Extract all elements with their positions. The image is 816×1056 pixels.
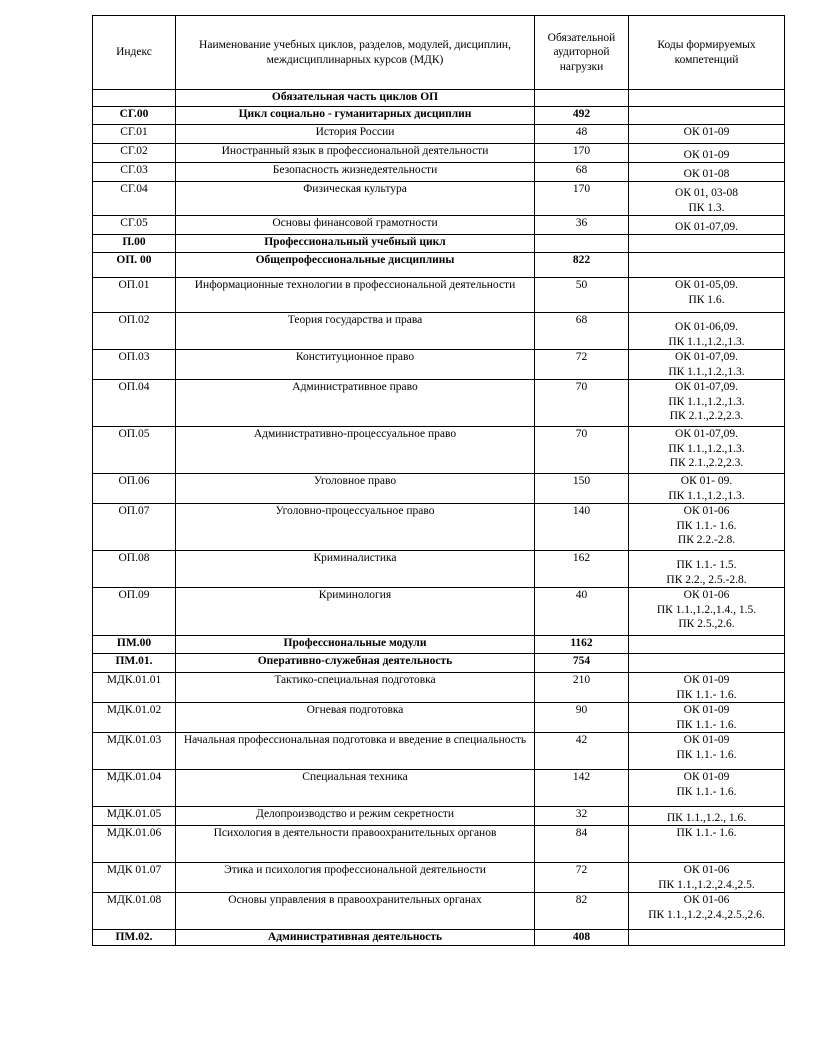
row-name: История России	[176, 125, 535, 144]
table-row	[93, 427, 785, 474]
header-codes: Коды формируемых компетенций	[629, 16, 785, 90]
curriculum-table	[92, 15, 785, 946]
row-codes	[629, 636, 785, 654]
table-row	[93, 253, 785, 278]
table-row	[93, 807, 785, 826]
row-name: Основы финансовой грамотности	[176, 216, 535, 235]
row-index: СГ.04	[93, 182, 176, 216]
row-hours: 72	[535, 863, 629, 893]
table-row	[93, 313, 785, 350]
row-codes	[629, 863, 785, 893]
row-hours	[535, 90, 629, 107]
row-name: Уголовно-процессуальное право	[176, 504, 535, 551]
row-index: МДК.01.04	[93, 770, 176, 807]
competency-code: ПК 1.6.	[688, 293, 725, 306]
row-hours: 170	[535, 182, 629, 216]
competency-code: ПК 1.1.- 1.6.	[676, 827, 737, 839]
competency-code: ОК 01, 03-08	[675, 187, 738, 199]
row-name: Общепрофессиональные дисциплины	[176, 253, 535, 278]
table-row	[93, 703, 785, 733]
row-codes	[629, 235, 785, 253]
row-index: СГ.02	[93, 144, 176, 163]
row-hours: 70	[535, 380, 629, 427]
row-index: МДК.01.02	[93, 703, 176, 733]
row-hours: 754	[535, 654, 629, 673]
row-index: СГ.03	[93, 163, 176, 182]
row-hours: 408	[535, 930, 629, 946]
row-name: Уголовное право	[176, 474, 535, 504]
row-codes	[629, 90, 785, 107]
row-codes	[629, 125, 785, 144]
row-index: МДК 01.07	[93, 863, 176, 893]
competency-code: ПК 1.1.,1.2.,1.3.	[668, 365, 745, 378]
competency-code: ПК 1.1.,1.2.,1.3.	[668, 335, 745, 348]
row-hours: 68	[535, 163, 629, 182]
row-hours: 36	[535, 216, 629, 235]
row-index: ПМ.00	[93, 636, 176, 654]
table-row	[93, 125, 785, 144]
table-row	[93, 551, 785, 588]
row-hours	[535, 235, 629, 253]
row-index: ОП.01	[93, 278, 176, 313]
row-codes	[629, 107, 785, 125]
row-codes	[629, 216, 785, 235]
table-row	[93, 90, 785, 107]
table-row	[93, 733, 785, 770]
competency-code: ОК 01-05,09.	[675, 279, 738, 291]
row-codes	[629, 551, 785, 588]
row-codes	[629, 427, 785, 474]
table-row	[93, 504, 785, 551]
row-hours: 72	[535, 350, 629, 380]
competency-code: ПК 1.1.- 1.6.	[676, 519, 737, 532]
row-hours: 90	[535, 703, 629, 733]
row-index: МДК.01.05	[93, 807, 176, 826]
row-codes	[629, 350, 785, 380]
table-row	[93, 216, 785, 235]
row-hours: 150	[535, 474, 629, 504]
row-codes	[629, 182, 785, 216]
row-index: МДК.01.06	[93, 826, 176, 863]
row-index: П.00	[93, 235, 176, 253]
row-hours: 68	[535, 313, 629, 350]
table-row	[93, 163, 785, 182]
row-name: Основы управления в правоохранительных органах	[176, 893, 535, 930]
row-name: Делопроизводство и режим секретности	[176, 807, 535, 826]
row-hours: 40	[535, 588, 629, 636]
competency-code: ПК 1.1.,1.2.,1.3.	[668, 442, 745, 455]
competency-code: ПК 1.1.- 1.6.	[676, 718, 737, 731]
row-codes	[629, 703, 785, 733]
row-hours: 50	[535, 278, 629, 313]
row-name: Криминология	[176, 588, 535, 636]
row-hours: 140	[535, 504, 629, 551]
row-codes	[629, 504, 785, 551]
competency-code: ПК 1.1.,1.2.,1.3.	[668, 395, 745, 408]
row-hours: 822	[535, 253, 629, 278]
header-index: Индекс	[93, 16, 176, 90]
competency-code: ПК 2.1.,2.2,2.3.	[669, 457, 744, 469]
row-name: Административное право	[176, 380, 535, 427]
header-hours: Обязательной аудиторной нагрузки	[535, 16, 629, 90]
row-codes	[629, 380, 785, 427]
row-name: Оперативно-служебная деятельность	[176, 654, 535, 673]
competency-code: ПК 1.1.- 1.6.	[676, 748, 737, 761]
row-codes	[629, 278, 785, 313]
row-name: Профессиональный учебный цикл	[176, 235, 535, 253]
row-name: Тактико-специальная подготовка	[176, 673, 535, 703]
competency-code: ОК 01-06	[683, 894, 730, 906]
row-codes	[629, 654, 785, 673]
competency-code: ПК 1.1.- 1.6.	[676, 688, 737, 701]
table-row	[93, 893, 785, 930]
row-codes	[629, 807, 785, 826]
row-hours: 82	[535, 893, 629, 930]
row-index: ОП.06	[93, 474, 176, 504]
competency-code: ОК 01-09	[683, 674, 730, 686]
row-index: ОП.03	[93, 350, 176, 380]
table-row	[93, 278, 785, 313]
row-name: Начальная профессиональная подготовка и введение в специальность	[176, 733, 535, 770]
competency-code: ПК 1.1.,1.2.,2.4.,2.5.	[658, 878, 755, 891]
row-name: Обязательная часть циклов ОП	[176, 90, 535, 107]
row-name: Огневая подготовка	[176, 703, 535, 733]
row-index: ОП.05	[93, 427, 176, 474]
row-name: Психология в деятельности правоохранительных органов	[176, 826, 535, 863]
row-name: Этика и психология профессиональной деятельности	[176, 863, 535, 893]
row-hours: 48	[535, 125, 629, 144]
table-row	[93, 380, 785, 427]
competency-code: ОК 01-07,09.	[675, 428, 738, 440]
table-row	[93, 182, 785, 216]
row-index: ОП.08	[93, 551, 176, 588]
competency-code: ОК 01-09	[683, 771, 730, 783]
row-hours: 1162	[535, 636, 629, 654]
row-codes	[629, 770, 785, 807]
row-codes	[629, 733, 785, 770]
row-hours: 170	[535, 144, 629, 163]
row-name: Административная деятельность	[176, 930, 535, 946]
table-row	[93, 673, 785, 703]
row-index: ОП.09	[93, 588, 176, 636]
row-codes	[629, 313, 785, 350]
row-name: Профессиональные модули	[176, 636, 535, 654]
row-name: Административно-процессуальное право	[176, 427, 535, 474]
table-row	[93, 144, 785, 163]
competency-code: ПК 2.2.-2.8.	[677, 534, 736, 546]
competency-code: ОК 01-06	[683, 864, 730, 876]
row-index: ОП.07	[93, 504, 176, 551]
competency-code: ПК 2.2., 2.5.-2.8.	[666, 573, 747, 586]
row-name: Криминалистика	[176, 551, 535, 588]
competency-code: ОК 01-09	[683, 148, 730, 161]
row-hours: 70	[535, 427, 629, 474]
row-name: Теория государства и права	[176, 313, 535, 350]
competency-code: ПК 1.1.,1.2.,1.4., 1.5.	[656, 603, 757, 616]
competency-code: ПК 2.5.,2.6.	[678, 618, 735, 630]
row-name: Безопасность жизнедеятельности	[176, 163, 535, 182]
row-index	[93, 90, 176, 107]
row-codes	[629, 826, 785, 863]
competency-code: ОК 01-06	[683, 589, 730, 601]
row-name: Физическая культура	[176, 182, 535, 216]
table-row	[93, 863, 785, 893]
competency-code: ПК 1.1.- 1.6.	[676, 785, 737, 798]
row-index: ОП.02	[93, 313, 176, 350]
table-row	[93, 930, 785, 946]
row-name: Информационные технологии в профессиональной деятельности	[176, 278, 535, 313]
row-name: Иностранный язык в профессиональной деятельности	[176, 144, 535, 163]
row-index: СГ.05	[93, 216, 176, 235]
row-hours: 32	[535, 807, 629, 826]
row-codes	[629, 588, 785, 636]
row-index: СГ.01	[93, 125, 176, 144]
competency-code: ОК 01- 09.	[680, 475, 733, 487]
competency-code: ПК 1.1.,1.2.,1.3.	[668, 489, 745, 502]
competency-code: ПК 1.1.,1.2., 1.6.	[666, 811, 747, 824]
header-row	[93, 16, 785, 90]
competency-code: ОК 01-09	[683, 704, 730, 716]
competency-code: ПК 1.1.- 1.5.	[676, 559, 737, 571]
row-codes	[629, 474, 785, 504]
competency-code: ОК 01-07,09.	[675, 381, 738, 393]
table-row	[93, 636, 785, 654]
competency-code: ПК 1.3.	[688, 201, 725, 214]
table-row	[93, 350, 785, 380]
row-index: СГ.00	[93, 107, 176, 125]
table-row	[93, 826, 785, 863]
row-codes	[629, 253, 785, 278]
competency-code: ОК 01-08	[683, 167, 730, 180]
row-hours: 162	[535, 551, 629, 588]
row-name: Специальная техника	[176, 770, 535, 807]
row-index: ОП.04	[93, 380, 176, 427]
table-row	[93, 770, 785, 807]
row-hours: 42	[535, 733, 629, 770]
competency-code: ОК 01-09	[683, 734, 730, 746]
competency-code: ОК 01-07,09.	[675, 220, 738, 233]
competency-code: ОК 01-06,09.	[675, 321, 738, 333]
competency-code: ОК 01-06	[683, 505, 730, 517]
row-index: МДК.01.08	[93, 893, 176, 930]
competency-code: ОК 01-07,09.	[675, 351, 738, 363]
row-hours: 210	[535, 673, 629, 703]
row-index: ПМ.02.	[93, 930, 176, 946]
row-codes	[629, 144, 785, 163]
row-index: МДК.01.01	[93, 673, 176, 703]
row-name: Цикл социально - гуманитарных дисциплин	[176, 107, 535, 125]
table-row	[93, 654, 785, 673]
table-row	[93, 107, 785, 125]
row-hours: 84	[535, 826, 629, 863]
row-index: ОП. 00	[93, 253, 176, 278]
row-codes	[629, 930, 785, 946]
competency-code: ОК 01-09	[683, 126, 730, 138]
competency-code: ПК 2.1.,2.2,2.3.	[669, 410, 744, 422]
row-name: Конституционное право	[176, 350, 535, 380]
table-row	[93, 235, 785, 253]
table-row	[93, 474, 785, 504]
row-codes	[629, 893, 785, 930]
row-hours: 142	[535, 770, 629, 807]
row-hours: 492	[535, 107, 629, 125]
competency-code: ПК 1.1.,1.2.,2.4.,2.5.,2.6.	[648, 908, 765, 921]
table-row	[93, 588, 785, 636]
row-codes	[629, 673, 785, 703]
row-codes	[629, 163, 785, 182]
row-index: ПМ.01.	[93, 654, 176, 673]
row-index: МДК.01.03	[93, 733, 176, 770]
header-name: Наименование учебных циклов, разделов, модулей, дисциплин, междисциплинарных курсов (МДК)	[176, 16, 535, 90]
